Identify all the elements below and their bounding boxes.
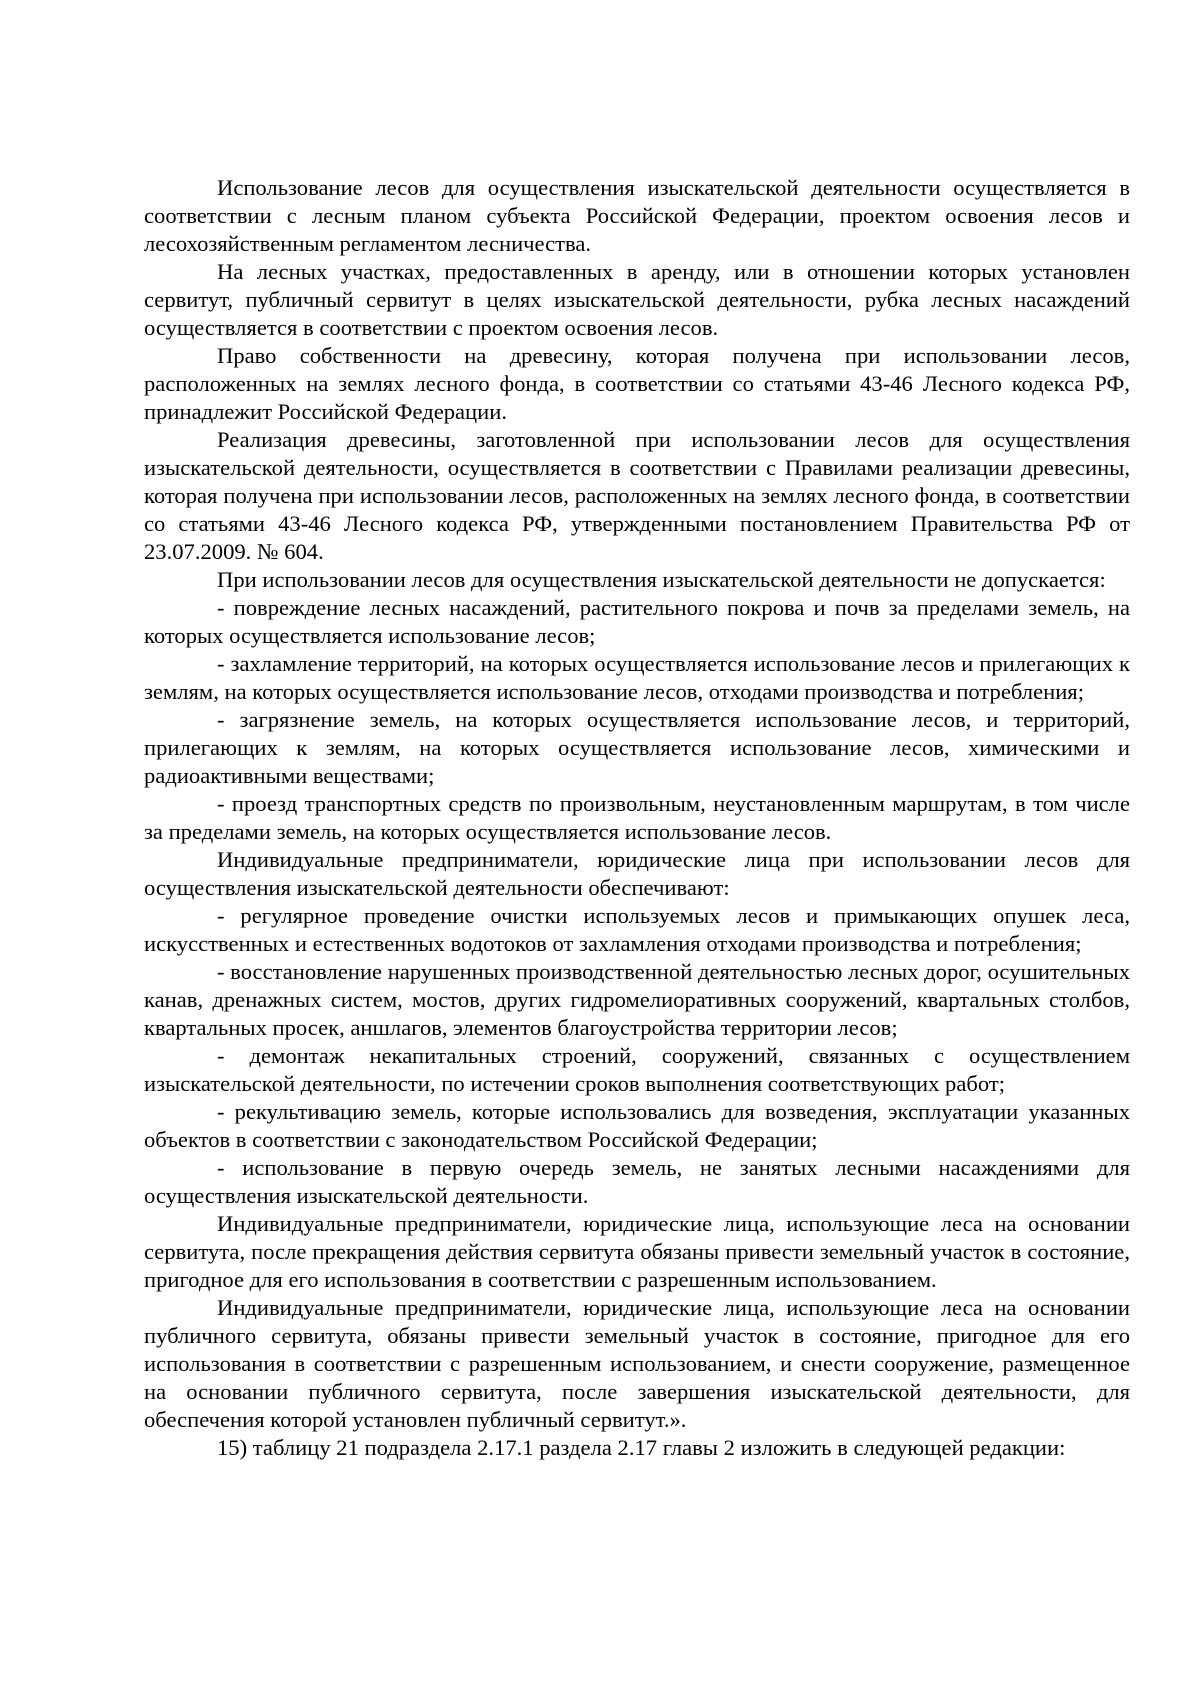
list-item: - повреждение лесных насаждений, растительного покрова и почв за пределами земель, на которых осуществляется использование лесов; — [144, 595, 1130, 648]
paragraph: При использовании лесов для осуществления изыскательской деятельности не допускается: — [217, 567, 1106, 592]
paragraph: Использование лесов для осуществления изыскательской деятельности осуществляется в соответствии с лесным планом субъекта Российской Федерации, проектом освоения лесов и лесохозяйственным регламентом лесничества. — [144, 175, 1130, 256]
paragraph: Индивидуальные предприниматели, юридические лица, использующие леса на основании сервитута, после прекращения действия сервитута обязаны привести земельный участок в состояние, пригодное для его использования в соответствии с разрешенным использованием. — [144, 1211, 1130, 1292]
amendment-paragraph: 15) таблицу 21 подраздела 2.17.1 раздела 2.17 главы 2 изложить в следующей редакции: — [217, 1435, 1066, 1460]
paragraph: На лесных участках, предоставленных в аренду, или в отношении которых установлен сервитут, публичный сервитут в целях изыскательской деятельности, рубка лесных насаждений осуществляется в соответствии с проектом освоения лесов. — [144, 259, 1130, 340]
paragraph: Реализация древесины, заготовленной при использовании лесов для осуществления изыскательской деятельности, осуществляется в соответствии с Правилами реализации древесины, которая получена при использовании лесов, расположенных на землях лесного фонда, в соответствии со статьями 43-46 Лесного кодекса РФ, утвержденными постановлением Правительства РФ от 23.07.2009. № 604. — [144, 427, 1130, 564]
list-item: - использование в первую очередь земель, не занятых лесными насаждениями для осуществления изыскательской деятельности. — [144, 1155, 1130, 1208]
list-item: - восстановление нарушенных производственной деятельностью лесных дорог, осушительных канав, дренажных систем, мостов, других гидромелиоративных сооружений, квартальных столбов, квартальных просек, аншлагов, элементов благоустройства территории лесов; — [144, 959, 1130, 1040]
paragraph: Право собственности на древесину, которая получена при использовании лесов, расположенных на землях лесного фонда, в соответствии со статьями 43-46 Лесного кодекса РФ, принадлежит Российской Федерации. — [144, 343, 1130, 424]
list-item: - загрязнение земель, на которых осуществляется использование лесов, и территорий, прилегающих к землям, на которых осуществляется использование лесов, химическими и радиоактивными веществами; — [144, 707, 1130, 788]
list-item: - регулярное проведение очистки используемых лесов и примыкающих опушек леса, искусственных и естественных водотоков от захламления отходами производства и потребления; — [144, 903, 1130, 956]
list-item: - проезд транспортных средств по произвольным, неустановленным маршрутам, в том числе за пределами земель, на которых осуществляется использование лесов. — [144, 791, 1130, 844]
paragraph: Индивидуальные предприниматели, юридические лица при использовании лесов для осуществления изыскательской деятельности обеспечивают: — [144, 847, 1130, 900]
list-item: - демонтаж некапитальных строений, сооружений, связанных с осуществлением изыскательской деятельности, по истечении сроков выполнения соответствующих работ; — [144, 1043, 1130, 1096]
paragraph: Индивидуальные предприниматели, юридические лица, использующие леса на основании публичного сервитута, обязаны привести земельный участок в состояние, пригодное для его использования в соответствии с разрешенным использованием, и снести сооружение, размещенное на основании публичного сервитута, после завершения изыскательской деятельности, для обеспечения которой установлен публичный сервитут.». — [144, 1295, 1130, 1432]
list-item: - захламление территорий, на которых осуществляется использование лесов и прилегающих к землям, на которых осуществляется использование лесов, отходами производства и потребления; — [144, 651, 1130, 704]
document-page — [144, 174, 1130, 1462]
list-item: - рекультивацию земель, которые использовались для возведения, эксплуатации указанных объектов в соответствии с законодательством Российской Федерации; — [144, 1099, 1130, 1152]
